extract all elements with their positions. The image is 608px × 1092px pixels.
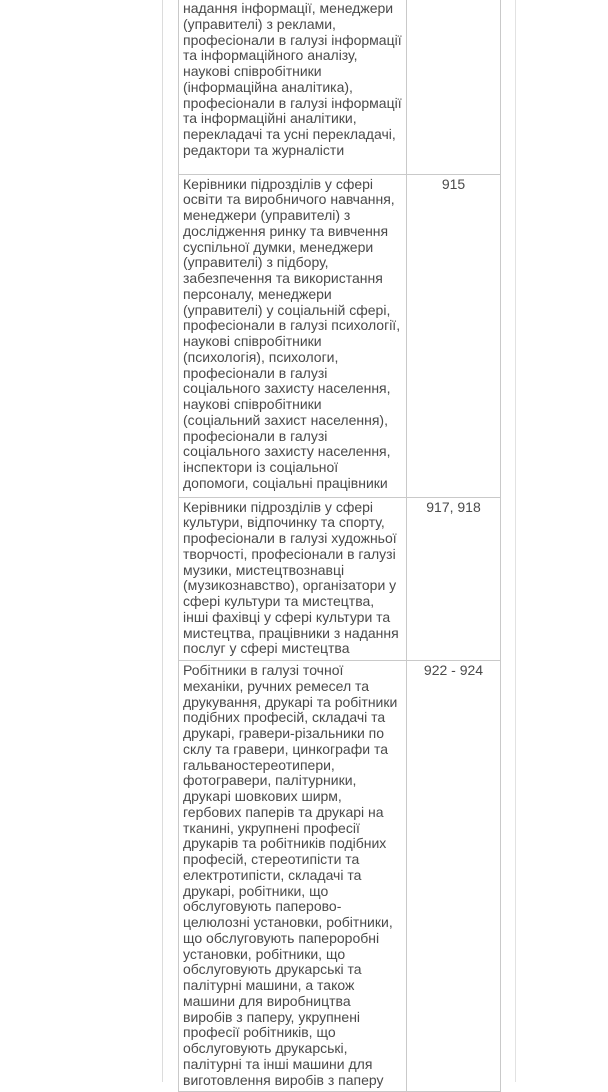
table-row (179, 0, 501, 174)
code-cell: 922 - 924 (407, 661, 501, 1092)
code-cell (407, 0, 501, 174)
table-row (179, 661, 501, 1092)
professions-codes-table (178, 0, 501, 1092)
profession-description-cell: Керівники підрозділів у сфері освіти та виробничого навчання, менеджери (управителі) з дослідження ринку та вивчення суспільної думки, менеджери (управителі) з підбору, забезпечення та використання персоналу, менеджери (управителі) у соціальній сфері, професіонали в галузі психології, наукові співробітники (психологія), психологи, професіонали в галузі соціального захисту населення, наукові співробітники (соціальний захист населення), професіонали в галузі соціального захисту населення, інспектори із соціальної допомоги, соціальні працівники (179, 174, 407, 497)
profession-description-cell: Керівники підрозділів у сфері культури, відпочинку та спорту, професіонали в галузі художньої творчості, професіонали в галузі музики, мистецтвознавці (музикознавство), організатори у сфері культури та мистецтва, інші фахівці у сфері культури та мистецтва, працівники з надання послуг у сфері мистецтва (179, 497, 407, 661)
code-cell: 915 (407, 174, 501, 497)
table-row (179, 174, 501, 497)
table-row (179, 497, 501, 661)
profession-description-cell: надання інформації, менеджери (управителі) з реклами, професіонали в галузі інформації та інформаційного аналізу, наукові співробітники (інформаційна аналітика), професіонали в галузі інформації та інформаційні аналітики, перекладачі та усні перекладачі, редактори та журналісти (179, 0, 407, 174)
code-cell: 917, 918 (407, 497, 501, 661)
profession-description-cell: Робітники в галузі точної механіки, ручних ремесел та друкування, друкарі та робітники подібних професій, складачі та друкарі, гравери-різальники по склу та гравери, цинкографи та гальваностереотипери, фотогравери, палітурники, друкарі шовкових ширм, гербових паперів та друкарі на тканині, укрупнені професії друкарів та робітників подібних професій, стереотипісти та електротипісти, складачі та друкарі, робітники, що обслуговують паперово-целюлозні установки, робітники, що обслуговують папероробні установки, робітники, що обслуговують друкарські та палітурні машини, а також машини для виробництва виробів з паперу, укрупнені професії робітників, що обслуговують друкарські, палітурні та інші машини для виготовлення виробів з паперу (179, 661, 407, 1092)
